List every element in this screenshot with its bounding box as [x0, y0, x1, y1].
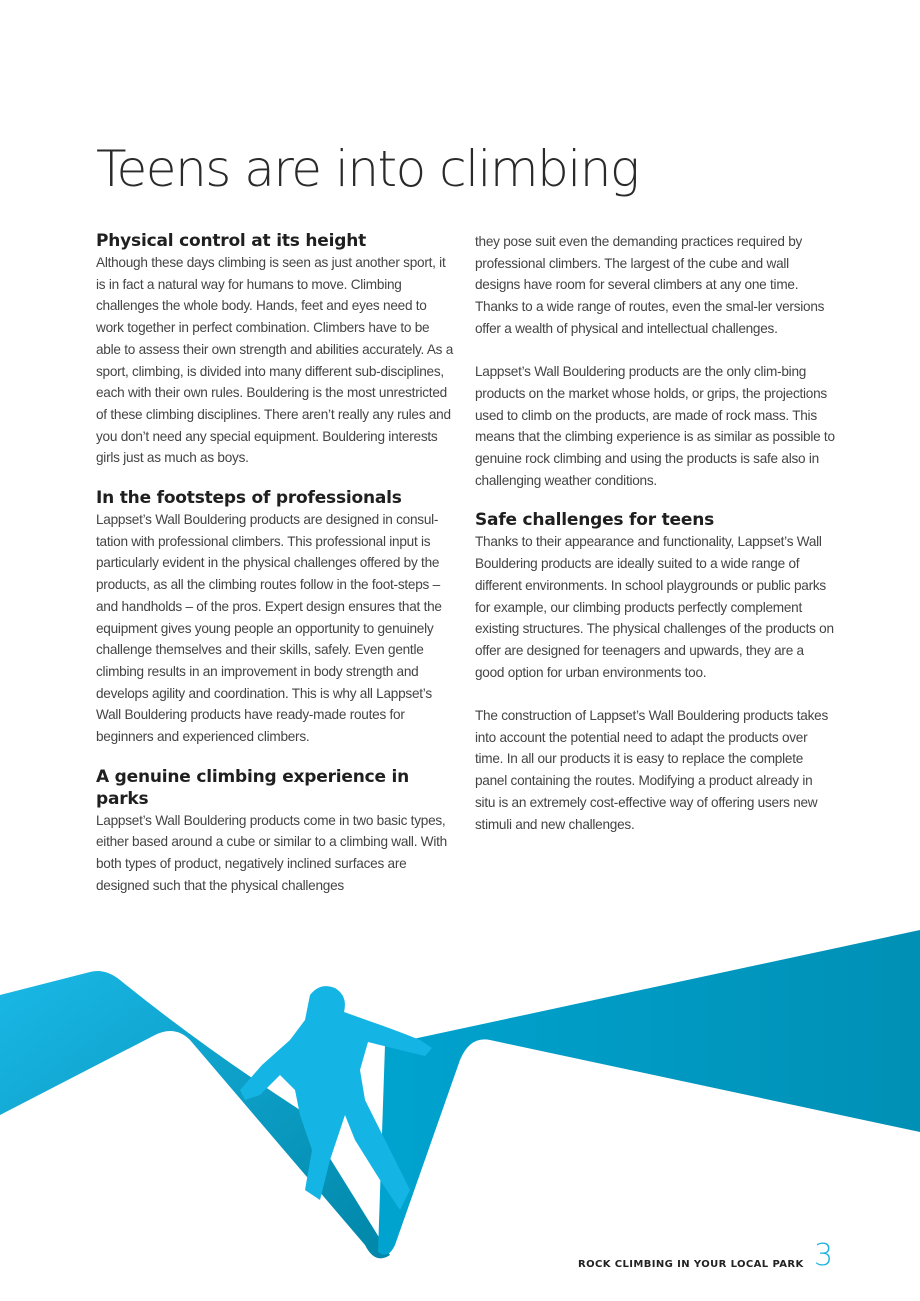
right-column: [475, 231, 835, 835]
section-heading: In the footsteps of professionals: [96, 488, 402, 509]
section-heading: Safe challenges for teens: [475, 510, 715, 531]
paragraph: they pose suit even the demanding practices required by professional climbers. The largest of the cube and wall designs have room for several climbers at any one time. Thanks to a wide range of routes, even the smal-ler versions offer a wealth of physical and intellectual challenges.: [475, 234, 825, 336]
section-heading: A genuine climbing experience in parks: [96, 766, 410, 809]
paragraph: The construction of Lappset’s Wall Bouldering products takes into account the potential need to adapt the products over time. In all our products it is easy to replace the complete panel containing the routes. Modifying a product already in situ is an extremely cost-effective way of offering users new stimuli and new challenges.: [475, 708, 828, 832]
ribbon-center: [378, 930, 920, 1255]
paragraph: Thanks to their appearance and functionality, Lappset’s Wall Bouldering products are ideally suited to a wide range of different environments. In school playgrounds or public parks for example, our climbing products perfectly complement existing structures. The physical challenges of the products on offer are designed for teenagers and upwards, they are a good option for urban environments too.: [475, 534, 834, 680]
paragraph: Lappset’s Wall Bouldering products are designed in consul-tation with professional climbers. This professional input is particularly evident in the physical challenges offered by the products, as all the climbing routes follow in the foot-steps – and handholds – of the pros. Expert design ensures that the equipment gives young people an opportunity to genuinely challenge themselves and their skills, safely. Even gentle climbing results in an improvement in body strength and develops agility and coordination. This is why all Lappset’s Wall Bouldering products have ready-made routes for beginners and experienced climbers.: [96, 512, 442, 745]
climbing-ribbon-illustration: [0, 900, 920, 1260]
section-heading: Physical control at its height: [96, 231, 367, 251]
paragraph: Although these days climbing is seen as just another sport, it is in fact a natural way for humans to move. Climbing challenges the whole body. Hands, feet and eyes need to work together in perfect combination. Climbers have to be able to assess their own strength and abilities accurately. As a sport, climbing, is divided into many different sub-disciplines, each with their own rules. Bouldering is the most unrestricted of these climbing disciplines. There aren’t really any rules and you don’t need any special equipment. Bouldering interests girls just as much as boys.: [96, 255, 454, 466]
paragraph: Lappset’s Wall Bouldering products are the only clim-bing products on the market whose holds, or grips, the projections used to climb on the products, are made of rock mass. This means that the climbing experience is as similar as possible to genuine rock climbing and using the products is safe also in challenging weather conditions.: [475, 364, 835, 488]
footer-title: ROCK CLIMBING IN YOUR LOCAL PARK: [578, 1259, 804, 1270]
page-number: 3: [814, 1238, 834, 1273]
page-title: Teens are into climbing: [96, 140, 639, 198]
left-column: [96, 230, 456, 897]
paragraph: Lappset’s Wall Bouldering products come in two basic types, either based around a cube or similar to a climbing wall. With both types of product, negatively inclined surfaces are designed such that the physical challenges: [96, 812, 447, 893]
